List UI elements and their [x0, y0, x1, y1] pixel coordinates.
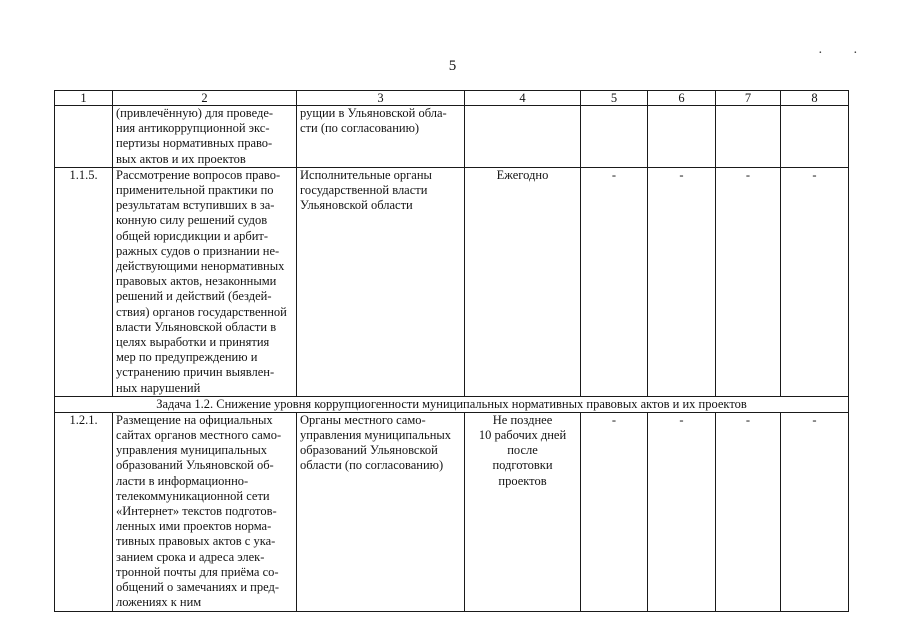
deadline-text: Не позднее 10 рабочих дней после подготовки проектов	[478, 412, 567, 488]
deadline-cell: Ежегодно	[465, 167, 581, 396]
column-header: 5	[581, 91, 648, 106]
scan-artifact-mark: ·	[853, 46, 858, 61]
column-header: 2	[113, 91, 297, 106]
value-cell: -	[716, 412, 781, 611]
column-header: 7	[716, 91, 781, 106]
measure-text: Размещение на официальных сайтах органов местного само- управления муниципальных образований Ульяновской об- ласти в информационно- телекоммуникационной сети «Интернет» текстов подготов- ленных ими проектов норма- тивных правовых актов с ука- занием срока и адреса элек- тронной почты для приёма со- общений о замечаниях и пред- ложениях к ним	[116, 412, 282, 610]
table-row	[55, 167, 849, 396]
column-header: 8	[781, 91, 849, 106]
value-cell	[716, 106, 781, 168]
value-cell: -	[781, 412, 849, 611]
value-cell: -	[781, 167, 849, 396]
action-plan-table	[54, 90, 849, 612]
executor-cell	[297, 106, 465, 168]
item-number	[55, 106, 113, 168]
table-header-row	[55, 91, 849, 106]
measure-cell	[113, 412, 297, 611]
executor-text: Исполнительные органы государственной власти Ульяновской области	[300, 167, 432, 213]
executor-cell	[297, 167, 465, 396]
measure-text: Рассмотрение вопросов право- применительной практики по результатам вступивших в за- конную силу решений судов общей юрисдикции и арбит- ражных судов о признании не- действующими ненормативных правовых актов, незаконными решений и действий (бездей- ствия) органов государственной власти Ульяновской области в целях выработки и принятия мер по предупреждению и устранению причин выявлен- ных нарушений	[116, 167, 287, 395]
value-cell	[581, 106, 648, 168]
value-cell: -	[581, 167, 648, 396]
executor-cell	[297, 412, 465, 611]
value-cell	[648, 106, 716, 168]
value-cell: -	[581, 412, 648, 611]
column-header: 4	[465, 91, 581, 106]
table-row	[55, 412, 849, 611]
deadline-cell	[465, 106, 581, 168]
task-row	[55, 396, 849, 412]
table-row	[55, 106, 849, 168]
page-number: 5	[448, 58, 457, 74]
item-number: 1.1.5.	[55, 167, 113, 396]
executor-text: Органы местного само- управления муниципальных образований Ульяновской области (по согласованию)	[300, 412, 452, 473]
column-header: 3	[297, 91, 465, 106]
task-heading: Задача 1.2. Снижение уровня коррупциогенности муниципальных нормативных правовых актов и их проектов	[55, 396, 849, 412]
value-cell: -	[648, 412, 716, 611]
item-number: 1.2.1.	[55, 412, 113, 611]
measure-cell	[113, 106, 297, 168]
measure-text: (привлечённую) для проведе- ния антикоррупционной экс- пертизы нормативных право- вых актов и их проектов	[116, 106, 274, 166]
value-cell: -	[648, 167, 716, 396]
value-cell: -	[716, 167, 781, 396]
executor-text: рущии в Ульяновской обла- сти (по согласованию)	[300, 106, 447, 136]
deadline-cell	[465, 412, 581, 611]
column-header: 1	[55, 91, 113, 106]
measure-cell	[113, 167, 297, 396]
scan-artifact-mark: ·	[818, 46, 823, 61]
value-cell	[781, 106, 849, 168]
column-header: 6	[648, 91, 716, 106]
